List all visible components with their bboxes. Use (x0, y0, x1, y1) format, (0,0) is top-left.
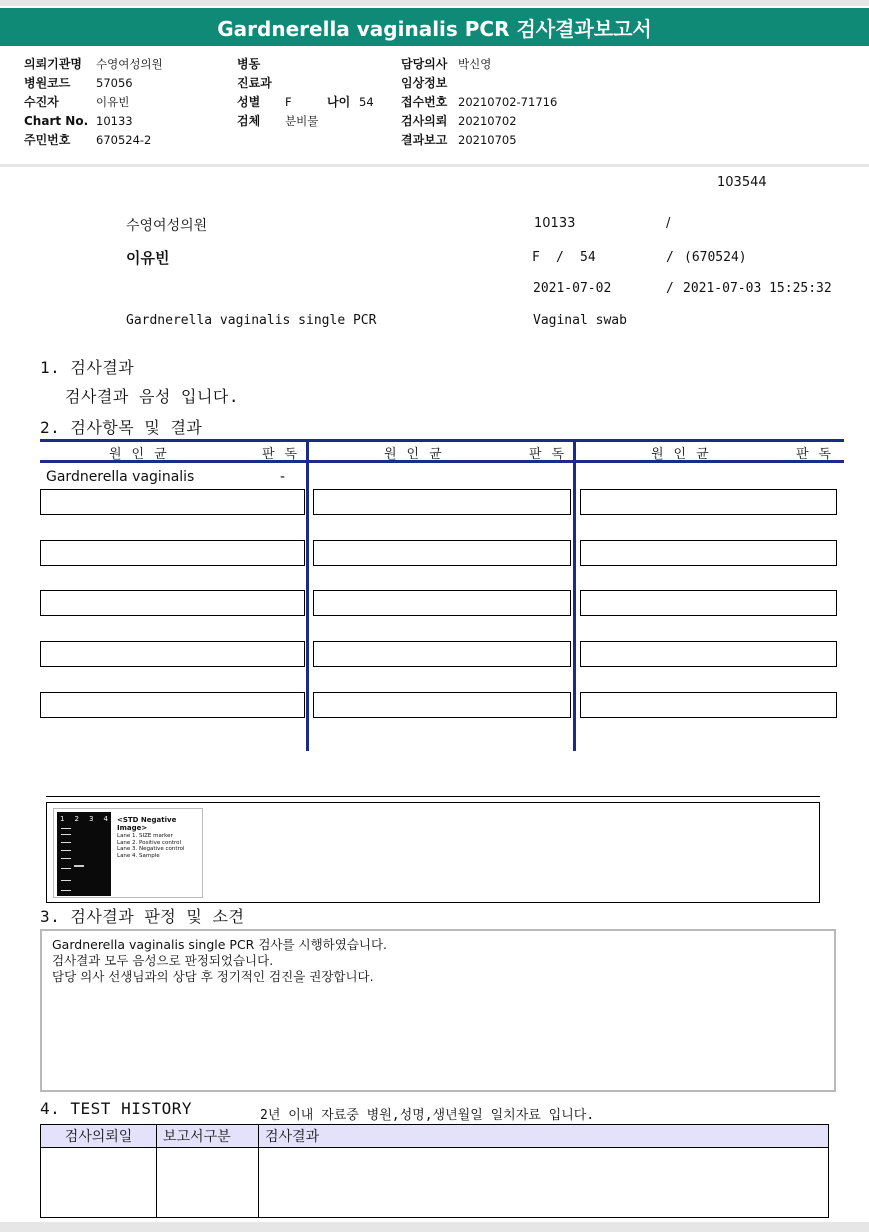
result-cell (313, 489, 571, 515)
receipt-label: 접수번호 (401, 95, 448, 109)
specimen-value: 분비물 (285, 114, 319, 128)
summary-slash-2: / (666, 250, 674, 265)
result-cell (40, 489, 305, 515)
section3-heading: 3. 검사결과 판정 및 소견 (40, 907, 245, 926)
history-col-requested: 검사의뢰일 (41, 1125, 157, 1148)
summary-patient-name: 이유빈 (126, 249, 170, 267)
requested-label: 검사의뢰 (401, 114, 448, 128)
report-number: 103544 (717, 175, 767, 190)
result-cell (580, 590, 837, 616)
gel-lane-numbers (60, 815, 108, 823)
gel-band-positive (74, 865, 84, 867)
section1-result: 검사결과 음성 입니다. (65, 387, 240, 406)
result-cell (313, 590, 571, 616)
summary-slash-sex: / (556, 250, 564, 265)
result-cell (40, 590, 305, 616)
chart-label: Chart No. (24, 114, 89, 128)
hospital-value: 수영여성의원 (96, 57, 163, 71)
summary-birth: (670524) (684, 250, 747, 265)
history-col-result: 검사결과 (259, 1125, 829, 1148)
age-label: 나이 (327, 95, 351, 109)
summary-age: 54 (580, 250, 596, 265)
history-cell (157, 1148, 259, 1218)
table-divider-2 (573, 439, 576, 751)
age-value: 54 (359, 95, 374, 109)
col-judgement-1: 판독 (262, 447, 308, 462)
patient-label: 수진자 (24, 95, 59, 109)
ward-label: 병동 (237, 57, 261, 71)
gel-band (61, 834, 71, 835)
col-judgement-2: 판독 (529, 447, 575, 462)
id-label: 주민번호 (24, 133, 71, 147)
header-separator (0, 164, 869, 167)
col-pathogen-1: 원인균 (109, 447, 177, 462)
result-cell (40, 540, 305, 566)
gel-top-rule (46, 796, 820, 797)
summary-report-datetime: 2021-07-03 15:25:32 (683, 281, 832, 296)
result-cell (580, 641, 837, 667)
history-cell (41, 1148, 157, 1218)
opinion-line: 담당 의사 선생님과의 상담 후 정기적인 검진을 권장합니다. (52, 969, 374, 984)
specimen-label: 검체 (237, 114, 261, 128)
result-cell (313, 641, 571, 667)
summary-slash-1: / (666, 216, 671, 231)
section1-heading: 1. 검사결과 (40, 358, 135, 377)
result-cell (313, 692, 571, 718)
doctor-value: 박신영 (458, 57, 492, 71)
gel-band (61, 850, 71, 851)
reported-value: 20210705 (458, 133, 517, 147)
hospital-code-label: 병원코드 (24, 76, 71, 90)
hospital-code-value: 57056 (96, 76, 133, 90)
gel-legend-item: Lane 4. Sample (117, 852, 160, 859)
summary-request-date: 2021-07-02 (533, 281, 612, 296)
top-strip (0, 0, 869, 6)
table-top-rule (40, 439, 844, 442)
patient-value: 이유빈 (96, 95, 130, 109)
gel-legend-item: Lane 1. SIZE marker (117, 833, 173, 839)
history-row (41, 1148, 829, 1218)
gel-legend-item: Lane 3. Negative control (117, 846, 185, 852)
result-item-value: - (280, 469, 286, 485)
result-cell (580, 489, 837, 515)
lane-number: 2 (74, 815, 79, 823)
requested-value: 20210702 (458, 114, 517, 128)
opinion-line: 검사결과 모두 음성으로 판정되었습니다. (52, 953, 274, 968)
lane-number: 1 (60, 815, 65, 823)
summary-slash-3: / (666, 281, 674, 296)
report-title: Gardnerella vaginalis PCR 검사결과보고서 (0, 8, 869, 46)
gel-band (61, 890, 71, 891)
bottom-strip (0, 1222, 869, 1232)
reported-label: 결과보고 (401, 133, 448, 147)
dept-label: 진료과 (237, 76, 272, 90)
col-pathogen-2: 원인균 (384, 447, 452, 462)
summary-sex: F (532, 250, 540, 265)
history-table (40, 1124, 829, 1218)
gel-image (53, 808, 203, 898)
history-cell (259, 1148, 829, 1218)
opinion-box (40, 929, 836, 1092)
result-cell (580, 692, 837, 718)
sex-label: 성별 (237, 95, 261, 109)
header-col-3 (401, 55, 661, 150)
gel-band (61, 858, 71, 859)
chart-value: 10133 (96, 114, 133, 128)
history-header-row (41, 1125, 829, 1148)
gel-title: <STD Negative Image> (117, 816, 177, 832)
gel-legend (117, 833, 185, 859)
result-cell (40, 692, 305, 718)
summary-specimen: Vaginal swab (533, 313, 627, 328)
result-cell (580, 540, 837, 566)
sex-value: F (285, 95, 292, 109)
section4-heading: 4. TEST HISTORY (40, 1099, 192, 1118)
receipt-value: 20210702-71716 (458, 95, 558, 109)
history-col-type: 보고서구분 (157, 1125, 259, 1148)
result-cell (313, 540, 571, 566)
hospital-label: 의뢰기관명 (24, 57, 82, 71)
gel-band (61, 868, 71, 869)
history-note: 2년 이내 자료중 병원,성명,생년월일 일치자료 입니다. (260, 1108, 595, 1123)
col-pathogen-3: 원인균 (651, 447, 719, 462)
gel-band (61, 880, 71, 881)
summary-hospital: 수영여성의원 (126, 218, 208, 234)
result-item-name: Gardnerella vaginalis (46, 469, 195, 485)
gel-legend-item: Lane 2. Positive control (117, 839, 182, 846)
section2-heading: 2. 검사항목 및 결과 (40, 418, 203, 437)
gel-band (61, 842, 71, 843)
header-col-1 (24, 55, 224, 150)
gel-band (61, 828, 71, 829)
result-cell (40, 641, 305, 667)
header-col-2 (237, 55, 397, 131)
lane-number: 3 (89, 815, 94, 823)
summary-test-name: Gardnerella vaginalis single PCR (126, 313, 377, 328)
table-divider-1 (306, 439, 309, 751)
id-value: 670524-2 (96, 133, 152, 147)
gel-lanes (57, 812, 111, 896)
col-judgement-3: 판독 (796, 447, 842, 462)
lane-number: 4 (103, 815, 108, 823)
clinical-label: 임상정보 (401, 76, 448, 90)
opinion-line: Gardnerella vaginalis single PCR 검사를 시행하였습니다. (52, 937, 388, 952)
summary-chart-no: 10133 (534, 216, 576, 231)
doctor-label: 담당의사 (401, 57, 448, 71)
